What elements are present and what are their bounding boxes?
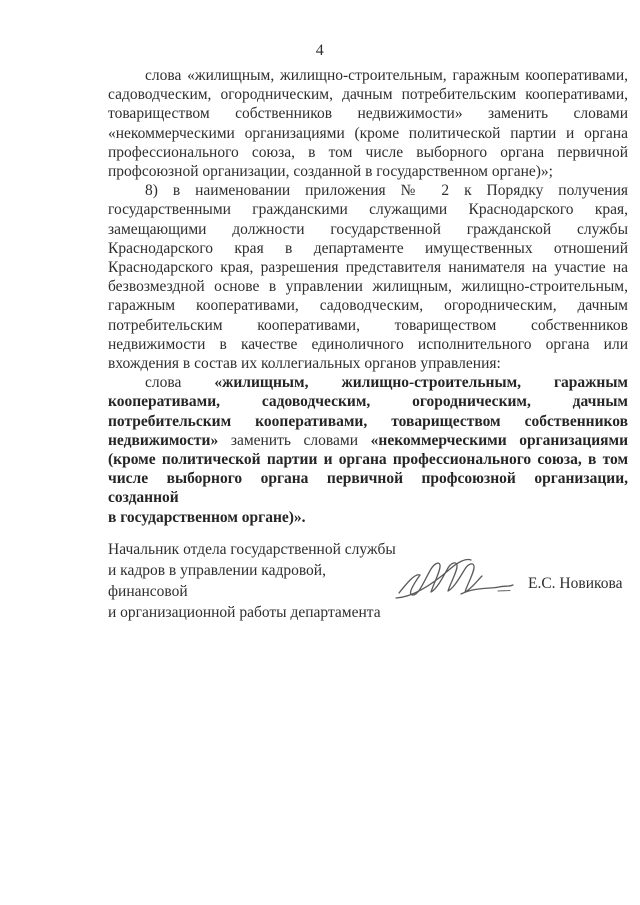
text-segment: Краснодарского края, разрешения представителя нанимателя на участие на	[108, 259, 628, 277]
signer-title-line: Начальник отдела государственной службы	[108, 541, 396, 558]
signer-title-line: и кадров в управлении кадровой, финансовой	[108, 562, 326, 600]
signature-block	[108, 539, 628, 623]
text-line	[108, 220, 628, 239]
text-line	[108, 508, 628, 527]
text-line	[108, 412, 628, 431]
text-segment: слова «жилищным, жилищно-строительным, гаражным кооперативами,	[145, 67, 628, 84]
text-line	[108, 354, 628, 373]
text-line	[108, 66, 628, 85]
text-segment: слова	[145, 374, 215, 392]
text-line	[108, 316, 628, 335]
text-segment: товариществом собственников недвижимости» заменить словами	[108, 105, 628, 123]
text-segment: садоводческим, огородническим, дачным потребительским кооперативами,	[108, 86, 628, 104]
signer-title-line: и организационной работы департамента	[108, 604, 381, 621]
text-line	[108, 469, 628, 507]
text-line	[108, 277, 628, 296]
text-line	[108, 373, 628, 392]
text-line	[108, 181, 628, 200]
text-segment: потребительским кооперативами, товариществом собственников	[108, 316, 628, 334]
text-line	[108, 85, 628, 104]
text-segment: «некоммерческими организациями	[370, 431, 628, 449]
text-segment: числе выборного органа первичной профсоюзной организации, созданной	[108, 470, 628, 507]
text-segment: вхождения в состав их коллегиальных органов управления:	[108, 355, 501, 373]
text-line	[108, 392, 628, 411]
signer-name: Е.С. Новикова	[528, 575, 623, 592]
text-segment: Краснодарского края в департаменте имущественных отношений	[108, 239, 628, 257]
text-line	[108, 258, 628, 277]
text-segment: государственными гражданскими служащими Краснодарского края,	[108, 201, 628, 219]
text-line	[108, 143, 628, 162]
text-line	[108, 162, 628, 181]
text-segment: 8) в наименовании приложения № 2 к Порядку получения	[145, 182, 628, 200]
text-line	[108, 104, 628, 123]
text-segment: недвижимости в качестве единоличного исполнительного органа или	[108, 335, 628, 353]
document-body	[108, 66, 628, 527]
text-segment: потребительским кооперативами, товариществом собственников	[108, 412, 628, 430]
text-line	[108, 200, 628, 219]
text-segment: «жилищным, жилищно-строительным, гаражным	[214, 374, 628, 392]
text-line	[108, 431, 628, 450]
text-segment: «некоммерческими организациями (кроме политической партии и органа	[108, 124, 628, 142]
text-segment: (кроме политической партии и органа профессионального союза, в том	[108, 451, 628, 469]
text-segment: профессионального союза, в том числе выборного органа первичной	[108, 143, 628, 161]
text-segment: профсоюзной организации, созданной в государственном органе)»;	[108, 163, 553, 181]
text-segment: недвижимости»	[108, 431, 219, 449]
text-line	[108, 124, 628, 143]
signer-title	[108, 539, 398, 623]
text-segment: кооперативами, садоводческим, огородническим, дачным	[108, 393, 628, 411]
text-segment: безвозмездной основе в управлении жилищным, жилищно-строительным,	[108, 278, 628, 296]
text-segment: гаражным кооперативами, садоводческим, огородническим, дачным	[108, 297, 628, 315]
text-line	[108, 450, 628, 469]
handwritten-signature-icon	[394, 549, 516, 601]
text-segment: заменить словами	[218, 431, 371, 449]
text-line	[108, 296, 628, 315]
text-segment: замещающими должности государственной гражданской службы	[108, 220, 628, 238]
page-number: 4	[315, 42, 325, 59]
text-line	[108, 335, 628, 354]
text-segment: в государственном органе)».	[108, 508, 306, 526]
text-line	[108, 239, 628, 258]
